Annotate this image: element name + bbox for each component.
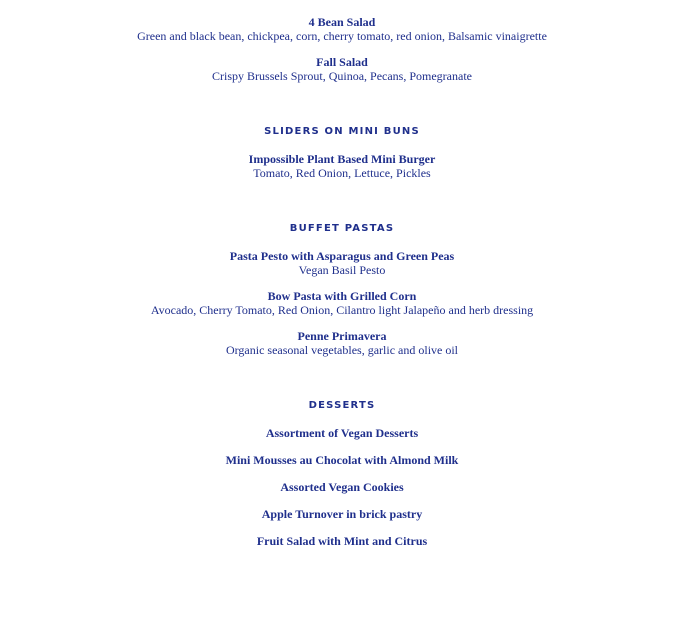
- section-heading-pastas: BUFFET PASTAS: [289, 223, 395, 234]
- item-name: Bow Pasta with Grilled Corn: [267, 289, 417, 303]
- item-name: Penne Primavera: [297, 329, 387, 343]
- item-description: Green and black bean, chickpea, corn, cherry tomato, red onion, Balsamic vinaigrette: [137, 29, 547, 43]
- item-name: Fruit Salad with Mint and Citrus: [256, 534, 428, 548]
- dessert-item: [0, 534, 684, 548]
- item-name: Assortment of Vegan Desserts: [265, 426, 419, 440]
- item-name: Assorted Vegan Cookies: [280, 480, 404, 494]
- section-heading-sliders: SLIDERS ON MINI BUNS: [264, 126, 420, 137]
- menu-item-fall-salad: [0, 55, 684, 83]
- menu-item-4-bean-salad: [0, 15, 684, 43]
- menu-item-bow-pasta: [0, 289, 684, 317]
- item-description: Tomato, Red Onion, Lettuce, Pickles: [253, 166, 431, 180]
- item-name: Apple Turnover in brick pastry: [261, 507, 423, 521]
- dessert-item: [0, 507, 684, 521]
- item-description: Organic seasonal vegetables, garlic and olive oil: [225, 343, 459, 357]
- item-description: Avocado, Cherry Tomato, Red Onion, Cilantro light Jalapeño and herb dressing: [150, 303, 534, 317]
- item-description: Crispy Brussels Sprout, Quinoa, Pecans, Pomegranate: [212, 69, 472, 83]
- item-name: Mini Mousses au Chocolat with Almond Milk: [225, 453, 459, 467]
- dessert-item: [0, 426, 684, 440]
- menu-item-pasta-pesto: [0, 249, 684, 277]
- section-heading-desserts: DESSERTS: [308, 400, 376, 411]
- dessert-item: [0, 453, 684, 467]
- item-name: Pasta Pesto with Asparagus and Green Peas: [229, 249, 455, 263]
- item-name: Impossible Plant Based Mini Burger: [248, 152, 436, 166]
- item-name: Fall Salad: [316, 55, 368, 69]
- menu-item-mini-burger: [0, 152, 684, 180]
- dessert-item: [0, 480, 684, 494]
- item-name: 4 Bean Salad: [308, 15, 376, 29]
- item-description: Vegan Basil Pesto: [298, 263, 386, 277]
- menu-page: [0, 15, 684, 548]
- menu-item-penne-primavera: [0, 329, 684, 357]
